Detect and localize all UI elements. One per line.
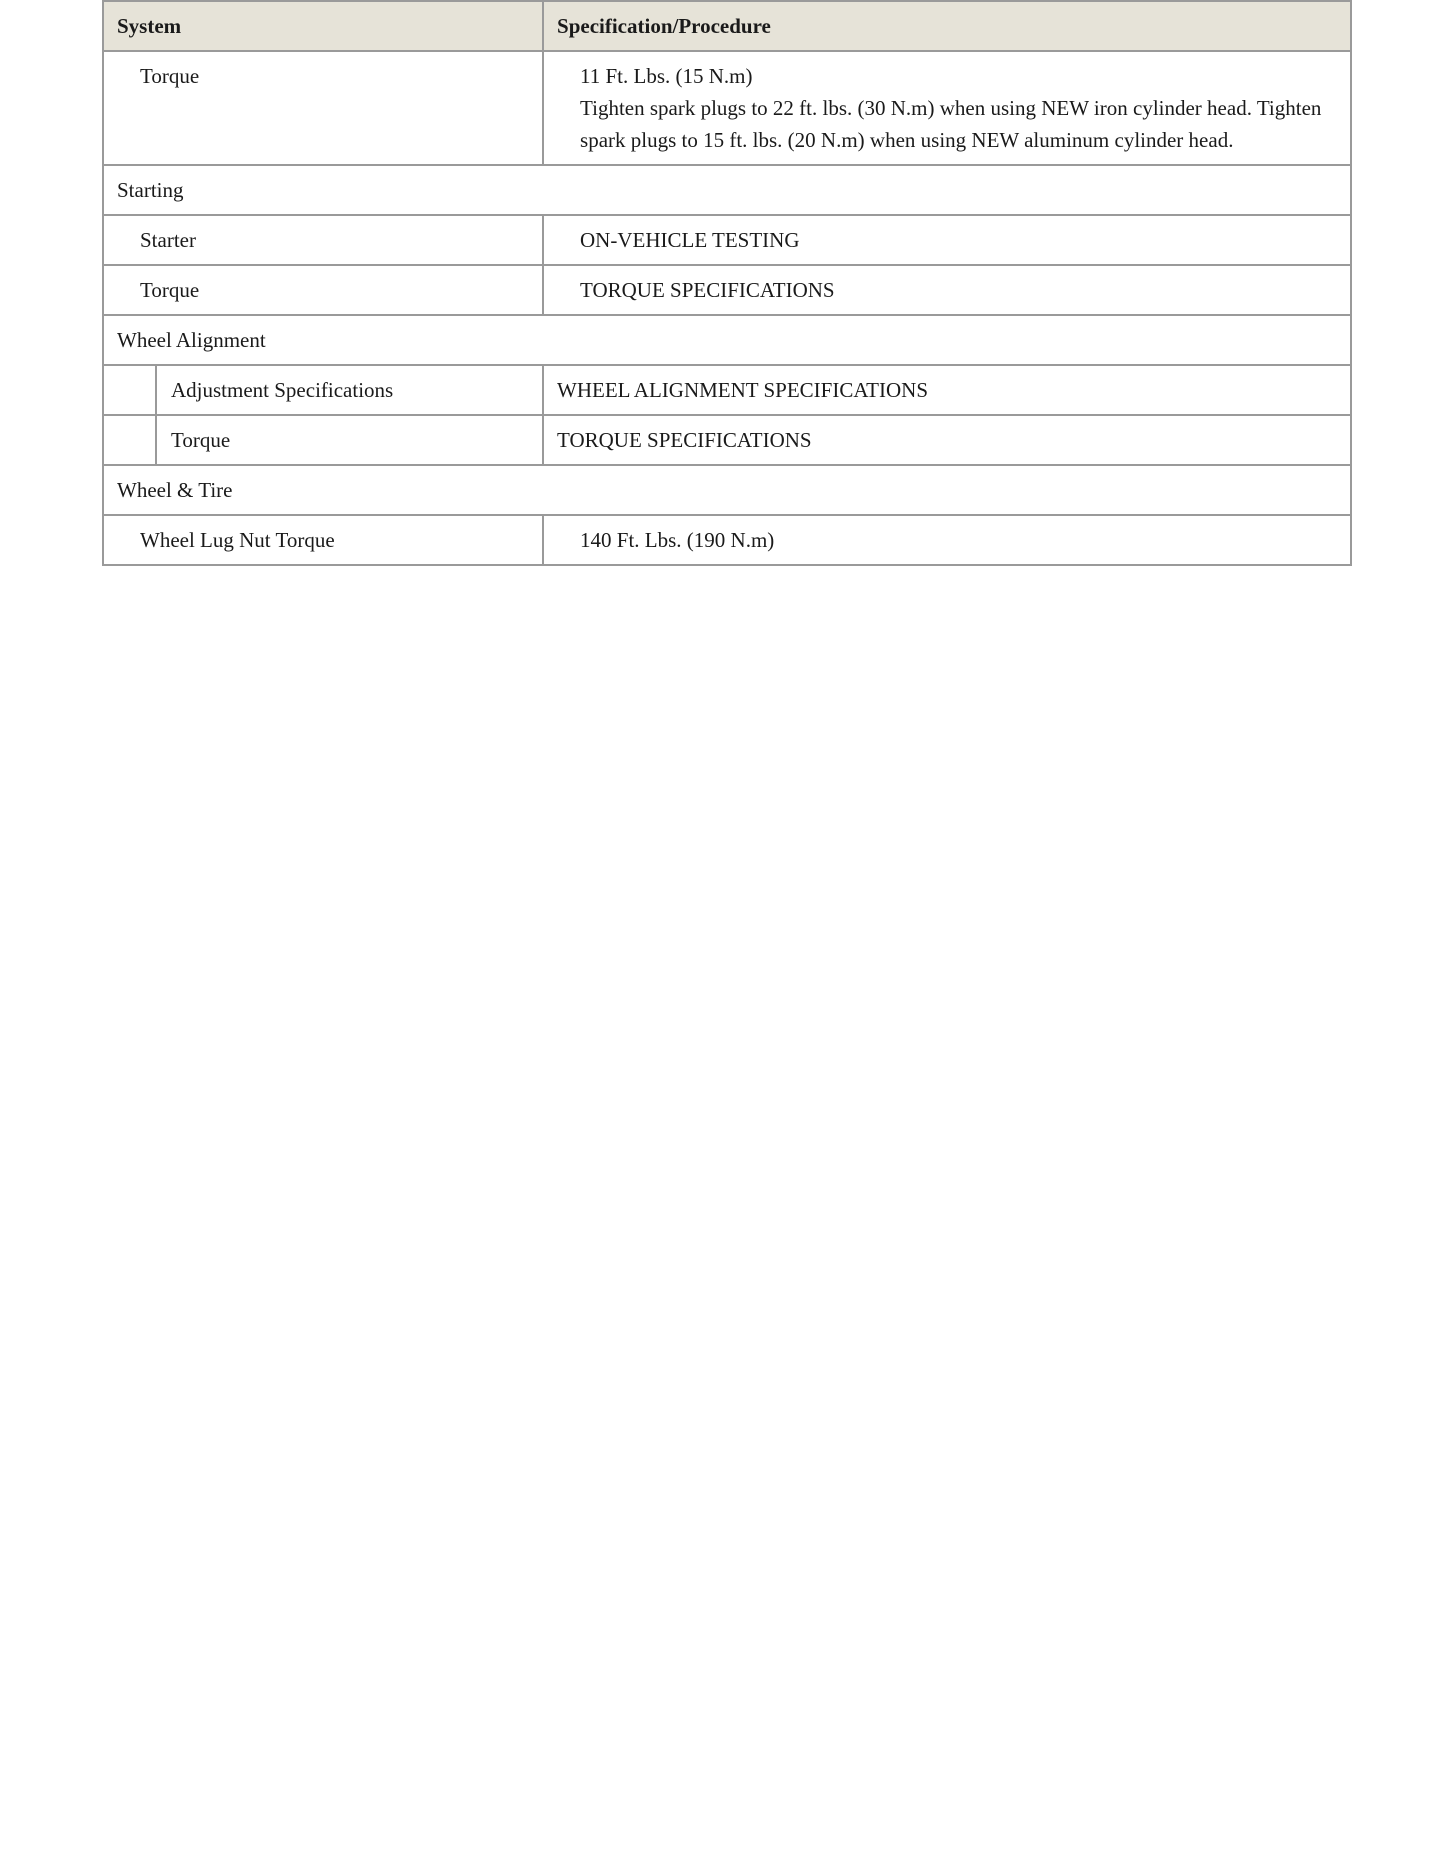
section-cell (103, 465, 1351, 515)
system-column-header: System (103, 1, 543, 51)
table-row (103, 265, 1351, 315)
spec-cell (543, 265, 1351, 315)
spec-cell (543, 215, 1351, 265)
spec-cell (543, 415, 1351, 465)
spec-line: Tighten spark plugs to 22 ft. lbs. (30 N.m) when using NEW iron cylinder head. Tighten spark plugs to 15 ft. lbs. (20 N.m) when using NEW aluminum cylinder head. (580, 96, 1322, 152)
table-row (103, 515, 1351, 565)
spec-line: 11 Ft. Lbs. (15 N.m) (580, 64, 753, 88)
system-label: Torque (171, 428, 231, 452)
table-row (103, 215, 1351, 265)
spec-cell (543, 515, 1351, 565)
system-cell (103, 215, 543, 265)
section-cell (103, 315, 1351, 365)
spec-text-block (544, 52, 1350, 164)
spec-link[interactable]: TORQUE SPECIFICATIONS (557, 428, 812, 452)
section-title: Wheel Alignment (117, 328, 266, 352)
system-label: Adjustment Specifications (171, 378, 394, 402)
system-cell (103, 51, 543, 165)
system-cell (156, 365, 543, 415)
section-title: Wheel & Tire (117, 478, 233, 502)
spec-cell (543, 365, 1351, 415)
table-header-row (103, 1, 1351, 51)
section-cell (103, 165, 1351, 215)
system-label: Wheel Lug Nut Torque (140, 528, 335, 552)
indent-spacer-cell (103, 415, 156, 465)
spec-link[interactable]: WHEEL ALIGNMENT SPECIFICATIONS (557, 378, 929, 402)
section-row (103, 465, 1351, 515)
spec-link[interactable]: ON-VEHICLE TESTING (580, 228, 800, 252)
system-label: Starter (140, 228, 196, 252)
table-row (103, 365, 1351, 415)
system-label: Torque (140, 278, 200, 302)
section-row (103, 165, 1351, 215)
system-cell (103, 515, 543, 565)
system-label: Torque (140, 64, 200, 88)
specifications-table (102, 0, 1352, 566)
system-cell (156, 415, 543, 465)
spec-link[interactable]: TORQUE SPECIFICATIONS (580, 278, 835, 302)
section-title: Starting (117, 178, 184, 202)
spec-column-header: Specification/Procedure (543, 1, 1351, 51)
spec-value: 140 Ft. Lbs. (190 N.m) (580, 528, 775, 552)
spec-cell (543, 51, 1351, 165)
table-row (103, 51, 1351, 165)
table-row (103, 415, 1351, 465)
indent-spacer-cell (103, 365, 156, 415)
section-row (103, 315, 1351, 365)
system-cell (103, 265, 543, 315)
